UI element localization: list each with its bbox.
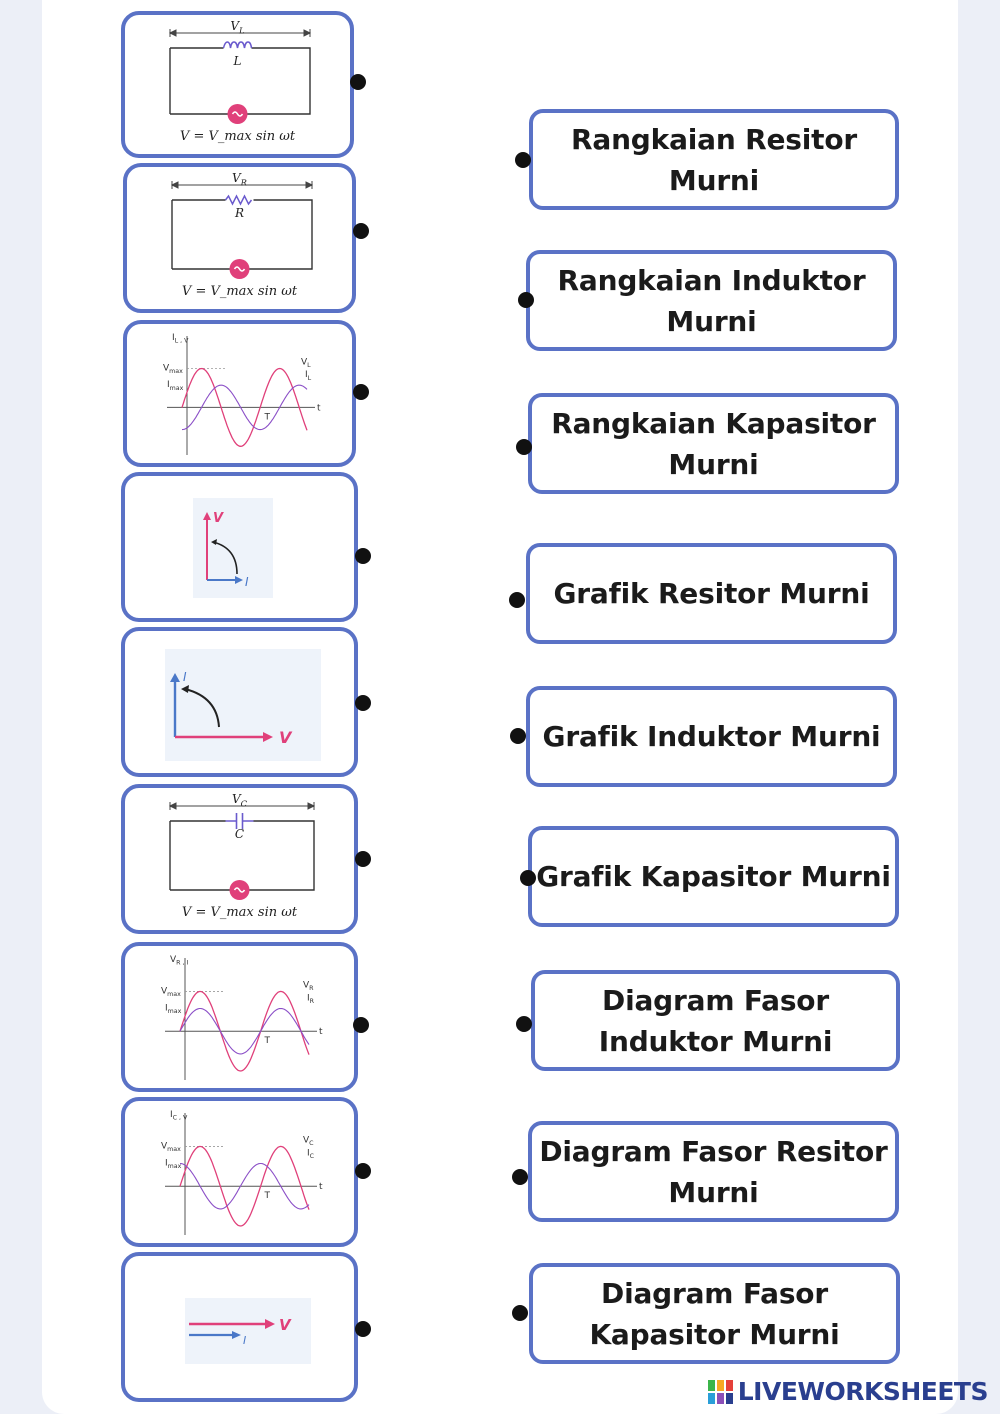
right-connector-dot[interactable] xyxy=(516,439,532,455)
left-connector-dot[interactable] xyxy=(355,851,371,867)
answer-label xyxy=(599,980,832,1062)
left-connector-dot[interactable] xyxy=(350,74,366,90)
component-label: L xyxy=(233,54,242,68)
phasor-resistor-figure xyxy=(125,1256,354,1398)
phasor-large-figure xyxy=(125,631,354,773)
phasor-i-label: I xyxy=(243,1334,247,1347)
t-axis-label: t xyxy=(319,1027,323,1038)
right-connector-dot[interactable] xyxy=(512,1169,528,1185)
answer-label-line2: Murni xyxy=(668,447,759,481)
axis-label: $I_{L , V}$ xyxy=(172,333,189,345)
answer-label-line1: Grafik Induktor Murni xyxy=(542,720,881,753)
component-label: C xyxy=(234,827,245,841)
left-connector-dot[interactable] xyxy=(355,1163,371,1179)
liveworksheets-logo-icon xyxy=(708,1380,734,1404)
answer-label-line1: Diagram Fasor xyxy=(601,1276,828,1310)
imax-label: $I_{max}$ xyxy=(165,1158,182,1171)
answer-label-line1: Rangkaian Resitor xyxy=(571,122,857,156)
t-axis-label: t xyxy=(319,1182,323,1193)
answer-label xyxy=(554,573,870,614)
answer-card xyxy=(528,393,899,494)
answer-label-line2: Murni xyxy=(668,1175,759,1209)
voltage-label: $V_C$ xyxy=(231,792,248,809)
current-wave-label: $I_C$ xyxy=(307,1148,315,1161)
inductor-coil-icon xyxy=(224,42,252,48)
left-connector-dot[interactable] xyxy=(353,223,369,239)
answer-label xyxy=(543,716,881,757)
left-connector-dot[interactable] xyxy=(355,695,371,711)
voltage-wave-label: $V_L$ xyxy=(301,357,311,370)
resistor-graph-figure xyxy=(125,946,354,1088)
right-connector-dot[interactable] xyxy=(515,152,531,168)
answer-label-line2: Murni xyxy=(666,304,757,338)
answer-label-line2: Induktor Murni xyxy=(598,1024,833,1058)
left-card-capacitor-graph xyxy=(121,1097,358,1247)
component-label: R xyxy=(234,206,245,220)
phasor-v-label: V xyxy=(279,1316,291,1334)
inductor-circuit-figure xyxy=(125,15,350,154)
voltage-label: $V_R$ xyxy=(232,171,247,188)
left-card-phasor-small xyxy=(121,472,358,622)
phasor-i-label: I xyxy=(245,575,249,589)
vmax-label: $V_{max}$ xyxy=(163,363,183,376)
inductor-graph-figure xyxy=(127,324,352,463)
resistor-zigzag-icon xyxy=(226,196,252,204)
current-wave-label: $I_R$ xyxy=(307,993,315,1006)
phasor-v-label: V xyxy=(213,511,224,526)
left-connector-dot[interactable] xyxy=(355,1321,371,1337)
imax-label: $I_{max}$ xyxy=(167,380,184,392)
phasor-i-label: I xyxy=(183,670,187,684)
resistor-circuit-figure xyxy=(127,167,352,309)
left-card-inductor-circuit xyxy=(121,11,354,158)
left-card-inductor-graph xyxy=(123,320,356,467)
answer-card xyxy=(528,1121,899,1222)
answer-card xyxy=(531,970,900,1071)
answer-label-line2: Kapasitor Murni xyxy=(589,1317,840,1351)
left-card-resistor-circuit xyxy=(123,163,356,313)
left-connector-dot[interactable] xyxy=(353,384,369,400)
answer-label-line2: Murni xyxy=(668,163,760,197)
voltage-label: $V_L$ xyxy=(230,19,245,36)
right-connector-dot[interactable] xyxy=(509,592,525,608)
left-card-phasor-resistor xyxy=(121,1252,358,1402)
answer-label xyxy=(539,1131,887,1213)
imax-label: $I_{max}$ xyxy=(165,1003,182,1016)
right-connector-dot[interactable] xyxy=(520,870,536,886)
voltage-formula: V = V_max sin ωt xyxy=(181,905,298,920)
right-connector-dot[interactable] xyxy=(510,728,526,744)
answer-card xyxy=(526,543,897,644)
right-connector-dot[interactable] xyxy=(516,1016,532,1032)
answer-card xyxy=(526,250,897,351)
voltage-formula: V = V_max sin ωt xyxy=(179,129,296,144)
answer-label-line1: Grafik Kapasitor Murni xyxy=(536,860,891,893)
ac-source-icon xyxy=(230,880,250,900)
voltage-wave-label: $V_R$ xyxy=(303,980,314,993)
answer-label-line1: Diagram Fasor xyxy=(602,983,829,1017)
answer-label-line1: Diagram Fasor Resitor xyxy=(539,1134,888,1168)
right-connector-dot[interactable] xyxy=(518,292,534,308)
brand-name: LIVEWORKSHEETS xyxy=(737,1377,988,1406)
phasor-v-label: V xyxy=(279,728,292,747)
capacitor-graph-figure xyxy=(125,1101,354,1243)
current-wave-label: $I_L$ xyxy=(305,370,312,382)
answer-label xyxy=(551,403,876,485)
vmax-label: $V_{max}$ xyxy=(161,986,181,999)
capacitor-circuit-figure xyxy=(125,788,354,930)
voltage-formula: V = V_max sin ωt xyxy=(181,284,298,299)
answer-label-line1: Rangkaian Kapasitor xyxy=(551,406,876,440)
phasor-small-figure xyxy=(125,476,354,618)
vmax-label: $V_{max}$ xyxy=(161,1141,181,1154)
answer-label xyxy=(536,856,891,897)
axis-label: $I_{C , V}$ xyxy=(170,1110,188,1122)
answer-label xyxy=(589,1273,839,1355)
left-connector-dot[interactable] xyxy=(353,1017,369,1033)
brand-logo xyxy=(708,1377,988,1406)
right-connector-dot[interactable] xyxy=(512,1305,528,1321)
answer-card xyxy=(529,109,899,210)
answer-card xyxy=(528,826,899,927)
t-axis-label: t xyxy=(317,403,321,414)
left-connector-dot[interactable] xyxy=(355,548,371,564)
answer-label-line1: Grafik Resitor Murni xyxy=(553,577,870,610)
period-label: T xyxy=(264,412,270,423)
left-card-resistor-graph xyxy=(121,942,358,1092)
period-label: T xyxy=(264,1036,270,1047)
left-card-capacitor-circuit xyxy=(121,784,358,934)
answer-card xyxy=(529,1263,900,1364)
answer-card xyxy=(526,686,897,787)
period-label: T xyxy=(264,1191,270,1202)
answer-label-line1: Rangkaian Induktor xyxy=(557,263,866,297)
voltage-wave-label: $V_C$ xyxy=(303,1135,314,1148)
ac-source-icon xyxy=(228,104,248,124)
axis-label: $V_{R , I}$ xyxy=(170,955,189,967)
left-card-phasor-large xyxy=(121,627,358,777)
answer-label xyxy=(558,260,866,342)
ac-source-icon xyxy=(230,259,250,279)
answer-label xyxy=(571,119,857,201)
